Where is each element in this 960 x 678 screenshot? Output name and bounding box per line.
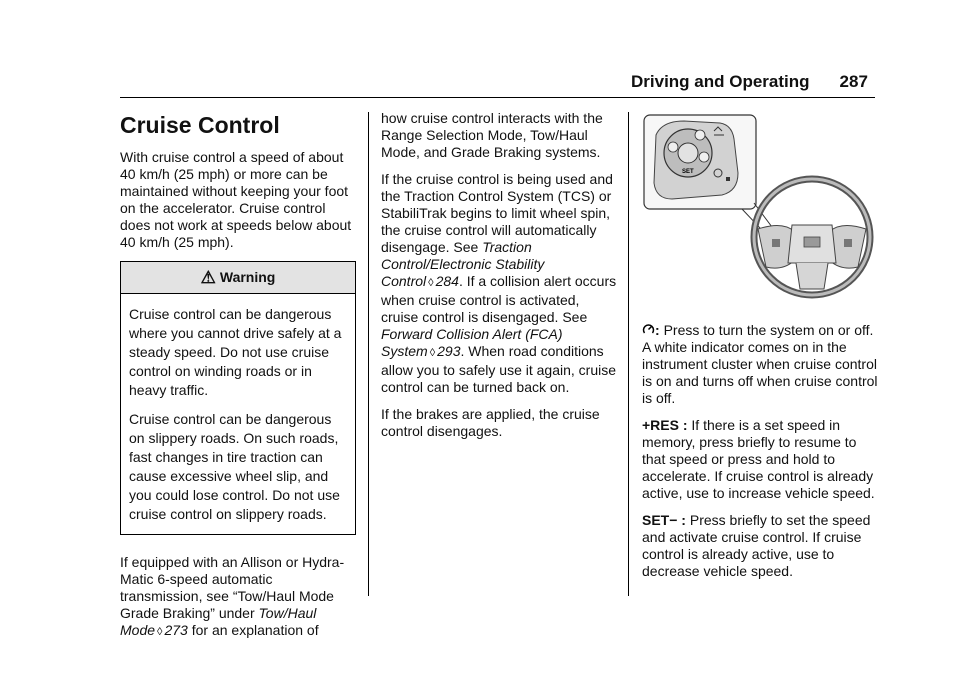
ref-arrow: ◊ xyxy=(428,277,434,289)
section-heading: Cruise Control xyxy=(120,112,280,138)
traction-control-link[interactable]: Traction Control/Electronic Stability Control xyxy=(381,239,545,289)
warning-paragraph-2: Cruise control can be dangerous on slippery roads. On such roads, fast changes in tire traction can cause excessive wheel slip, and you could lose control. Do not use cruise control on slippery roads. xyxy=(129,411,340,522)
set-button-label: SET xyxy=(682,169,694,175)
hub-emblem xyxy=(804,237,820,247)
brakes-paragraph: If the brakes are applied, the cruise control disengages. xyxy=(381,406,600,439)
indicator-square xyxy=(726,177,730,181)
cruise-onoff-text: Press to turn the system on or off. A white indicator comes on in the instrument cluster when cruise control is on and turns off when cruise control is off. xyxy=(642,322,878,406)
page-ref[interactable]: 293 xyxy=(437,343,461,359)
cancel-button-icon xyxy=(699,152,709,162)
res-item xyxy=(642,417,878,502)
traction-paragraph: If the cruise control is being used and the Traction Control System (TCS) or StabiliTrak begins to limit wheel spin, the cruise control will automatically disengage. See Traction Control/Electronic Stability Control ◊ 284. If a collision alert occurs when cruise control is activated, cruise control is disengaged. See Forward Collision Alert (FCA) System ◊ 293. When road conditions allow you to safely use it again, cruise control can be turned back on. xyxy=(381,171,617,395)
lower-spoke xyxy=(796,263,828,289)
warning-icon: ⚠ xyxy=(200,268,216,287)
intro-paragraph: With cruise control a speed of about 40 km/h (25 mph) or more can be maintained without keeping your foot on the accelerator. Cruise control does not work at speeds below about 40 km/h (25 mph). xyxy=(120,149,352,250)
center-button xyxy=(678,143,698,163)
running-header xyxy=(631,72,868,92)
res-label: +RES : xyxy=(642,417,688,433)
page-number: 287 xyxy=(839,72,868,91)
cruise-onoff-item xyxy=(642,322,878,407)
header-rule xyxy=(120,97,875,98)
column-divider-1 xyxy=(368,112,369,596)
section-title: Driving and Operating xyxy=(631,72,810,91)
left-switch-cluster xyxy=(772,239,780,247)
warning-body xyxy=(121,294,355,524)
set-text: Press briefly to set the speed and activate cruise control. If cruise control is already active, use to decrease vehicle speed. xyxy=(642,512,871,579)
res-button-icon xyxy=(695,130,705,140)
ref-arrow: ◊ xyxy=(157,626,163,638)
cruise-button-icon xyxy=(668,142,678,152)
res-text: If there is a set speed in memory, press briefly to resume to that speed or press and hold to accelerate. If cruise control is already active, use to increase vehicle speed. xyxy=(642,417,875,501)
cruise-icon-label: : xyxy=(655,322,660,338)
column-divider-2 xyxy=(628,112,629,596)
cruise-control-icon xyxy=(642,323,655,336)
ref-arrow: ◊ xyxy=(429,347,436,359)
set-item xyxy=(642,512,878,580)
fca-link[interactable]: Forward Collision Alert (FCA) System xyxy=(381,326,563,359)
right-switch-cluster xyxy=(844,239,852,247)
page-ref[interactable]: 284 xyxy=(435,273,459,289)
page-ref[interactable]: 273 xyxy=(164,622,188,638)
warning-header xyxy=(121,262,355,294)
warning-label: Warning xyxy=(219,269,276,285)
warning-box xyxy=(120,261,356,535)
continuation-paragraph: how cruise control interacts with the Range Selection Mode, Tow/Haul Mode, and Grade Braking systems. xyxy=(381,110,603,160)
column-2 xyxy=(381,110,617,450)
transmission-paragraph: If equipped with an Allison or Hydra-Matic 6-speed automatic transmission, see “Tow/Haul Mode Grade Braking” under Tow/Haul Mode ◊ 273 for an explanation of xyxy=(120,554,345,638)
steering-wheel-figure xyxy=(642,113,877,303)
set-label: SET− : xyxy=(642,512,686,528)
warning-paragraph-1: Cruise control can be dangerous where you cannot drive safely at a steady speed. Do not use cruise control on winding roads or in heavy traffic. xyxy=(129,306,342,398)
column-3 xyxy=(642,322,878,590)
tow-haul-link[interactable]: Tow/Haul Mode xyxy=(120,605,317,638)
column-1 xyxy=(120,111,356,651)
